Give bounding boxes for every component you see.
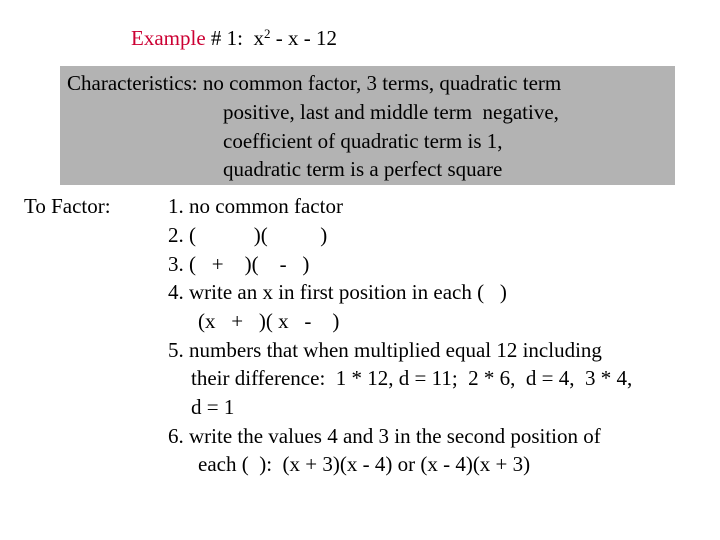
to-factor-label: To Factor: xyxy=(24,194,111,218)
step-5-end: d = 1 xyxy=(191,395,235,419)
step-4: 4. write an x in first position in each ( ) xyxy=(168,280,507,304)
characteristics-line-2: positive, last and middle term negative, xyxy=(223,100,559,124)
exponent: 2 xyxy=(263,26,271,41)
step-3: 3. ( + )( - ) xyxy=(168,252,310,276)
characteristics-line-3: coefficient of quadratic term is 1, xyxy=(223,129,503,153)
title-expression-start: # 1: x xyxy=(205,26,264,50)
example-title xyxy=(131,24,337,53)
characteristics-line-1: Characteristics: no common factor, 3 terms, quadratic term xyxy=(67,71,562,95)
characteristics-line-4: quadratic term is a perfect square xyxy=(223,157,503,181)
example-label: Example xyxy=(131,26,206,50)
step-5: 5. numbers that when multiplied equal 12 including xyxy=(168,338,602,362)
title-expression-end: - x - 12 xyxy=(270,26,337,50)
step-6-result: each ( ): (x + 3)(x - 4) or (x - 4)(x + 3) xyxy=(198,452,531,476)
characteristics-box xyxy=(60,66,675,185)
step-2: 2. ( )( ) xyxy=(168,223,328,247)
step-4-result: (x + )( x - ) xyxy=(198,309,340,333)
step-6: 6. write the values 4 and 3 in the second position of xyxy=(168,424,601,448)
step-5-continued: their difference: 1 * 12, d = 11; 2 * 6, d = 4, 3 * 4, xyxy=(191,366,633,390)
step-1: 1. no common factor xyxy=(168,194,343,218)
